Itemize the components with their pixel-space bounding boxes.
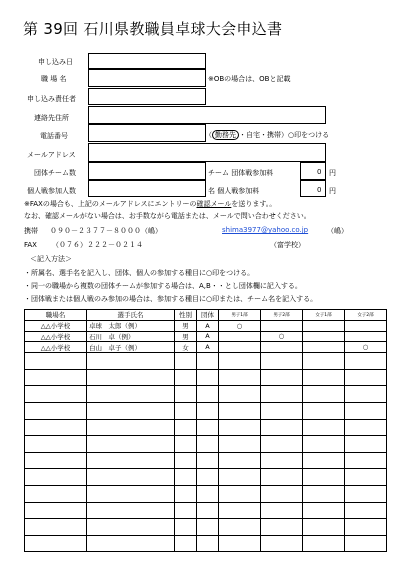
cell-player-name[interactable]: 卓球 太郎（例） xyxy=(87,320,175,331)
cell-women-div1[interactable] xyxy=(303,452,345,469)
cell-men-div1[interactable] xyxy=(219,436,261,453)
cell-player-name[interactable]: 石川 卓（例） xyxy=(87,331,175,342)
cell-men-div2[interactable] xyxy=(261,369,303,386)
cell-school[interactable] xyxy=(25,535,87,552)
fax-note-2: なお、確認メールがない場合は、お手数ながら電話または、メールで問い合わせください。 xyxy=(24,212,311,220)
cell-men-div2[interactable] xyxy=(261,342,303,353)
cell-school[interactable] xyxy=(25,402,87,419)
team-fee-unit: 円 xyxy=(329,169,336,177)
cell-men-div2[interactable] xyxy=(261,502,303,519)
cell-women-div2[interactable] xyxy=(345,502,387,519)
instruction-item: ・同一の職場から複数の団体チームが参加する場合は、A,B・・とし団体欄に記入する。 xyxy=(24,282,302,290)
application-date-field[interactable] xyxy=(88,53,206,69)
table-row-empty xyxy=(25,519,387,536)
cell-men-div2[interactable] xyxy=(261,386,303,403)
individual-fee-value: 0 xyxy=(317,186,322,194)
cell-men-div1[interactable] xyxy=(219,369,261,386)
cell-women-div1[interactable] xyxy=(303,535,345,552)
cell-women-div2[interactable] xyxy=(345,469,387,486)
cell-team[interactable] xyxy=(197,386,219,403)
cell-school[interactable] xyxy=(25,485,87,502)
team-fee-label: チーム 団体戦参加料 xyxy=(208,169,274,177)
cell-school[interactable]: △△小学校 xyxy=(25,342,87,353)
contact-email-link[interactable]: shima3977@yahoo.co.jp xyxy=(222,226,309,234)
cell-player-name[interactable] xyxy=(87,402,175,419)
cell-gender[interactable] xyxy=(175,386,197,403)
col-header-women-div1: 女子1部 xyxy=(303,310,345,321)
cell-player-name[interactable] xyxy=(87,485,175,502)
cell-gender[interactable] xyxy=(175,436,197,453)
table-row-empty xyxy=(25,419,387,436)
cell-team[interactable] xyxy=(197,353,219,370)
cell-team[interactable] xyxy=(197,485,219,502)
cell-team[interactable] xyxy=(197,436,219,453)
table-row-empty xyxy=(25,369,387,386)
table-row-empty xyxy=(25,502,387,519)
cell-men-div1[interactable] xyxy=(219,402,261,419)
fax-note-1: ※FAXの場合も、上記のメールアドレスにエントリーの確認メールを送ります。。 xyxy=(24,200,277,208)
cell-women-div2[interactable] xyxy=(345,419,387,436)
cell-team[interactable] xyxy=(197,452,219,469)
col-header-player-name: 選手氏名 xyxy=(87,310,175,321)
cell-men-div2[interactable] xyxy=(261,535,303,552)
cell-gender[interactable] xyxy=(175,469,197,486)
cell-player-name[interactable] xyxy=(87,502,175,519)
table-row-empty xyxy=(25,485,387,502)
team-count-label: 団体チーム数 xyxy=(34,169,76,177)
cell-women-div1[interactable] xyxy=(303,369,345,386)
cell-men-div2[interactable]: ○ xyxy=(261,331,303,342)
cell-women-div1[interactable] xyxy=(303,519,345,536)
cell-women-div2[interactable] xyxy=(345,353,387,370)
cell-school[interactable] xyxy=(25,353,87,370)
col-header-men-div1: 男子1部 xyxy=(219,310,261,321)
school-note: ※OBの場合は、OBと記載 xyxy=(208,75,291,83)
mobile-label: 携帯 xyxy=(24,227,38,235)
cell-team[interactable] xyxy=(197,419,219,436)
table-row-empty xyxy=(25,535,387,552)
cell-team[interactable]: A xyxy=(197,331,219,342)
cell-women-div1[interactable] xyxy=(303,402,345,419)
table-header-row xyxy=(25,310,387,321)
cell-men-div2[interactable] xyxy=(261,519,303,536)
team-count-field[interactable] xyxy=(88,162,206,180)
cell-women-div1[interactable] xyxy=(303,331,345,342)
phone-label: 電話番号 xyxy=(40,132,68,140)
responsible-label: 申し込み責任者 xyxy=(27,95,76,103)
individual-fee-unit: 円 xyxy=(329,187,336,195)
cell-team[interactable]: A xyxy=(197,342,219,353)
cell-women-div1[interactable] xyxy=(303,485,345,502)
cell-women-div1[interactable] xyxy=(303,502,345,519)
individual-fee-box xyxy=(300,180,326,197)
entry-table xyxy=(24,309,387,552)
cell-men-div2[interactable] xyxy=(261,353,303,370)
cell-gender[interactable] xyxy=(175,419,197,436)
table-row-empty xyxy=(25,436,387,453)
cell-team[interactable] xyxy=(197,519,219,536)
cell-gender[interactable] xyxy=(175,519,197,536)
fax-number: （０７６）２２２－０２１４ xyxy=(52,241,143,249)
cell-women-div2[interactable] xyxy=(345,331,387,342)
cell-men-div1[interactable] xyxy=(219,342,261,353)
cell-player-name[interactable]: 白山 卓子（例） xyxy=(87,342,175,353)
instruction-item: ・団体戦または個人戦のみ参加の場合は、参加する種目に○印または、チーム名を記入する。 xyxy=(24,295,318,303)
cell-men-div2[interactable] xyxy=(261,320,303,331)
cell-women-div2[interactable] xyxy=(345,452,387,469)
cell-men-div1[interactable] xyxy=(219,485,261,502)
cell-men-div2[interactable] xyxy=(261,452,303,469)
cell-women-div2[interactable] xyxy=(345,485,387,502)
cell-women-div1[interactable] xyxy=(303,436,345,453)
cell-gender[interactable] xyxy=(175,502,197,519)
col-header-team: 団体 xyxy=(197,310,219,321)
cell-men-div1[interactable] xyxy=(219,452,261,469)
table-row-empty xyxy=(25,469,387,486)
cell-women-div1[interactable] xyxy=(303,353,345,370)
individual-count-field[interactable] xyxy=(88,180,206,197)
table-row-empty xyxy=(25,452,387,469)
work-phone-circle[interactable]: 勤務先 xyxy=(212,130,239,140)
page-title: 第 39回 石川県教職員卓球大会申込書 xyxy=(23,20,283,38)
team-fee-value: 0 xyxy=(317,168,322,176)
cell-player-name[interactable] xyxy=(87,369,175,386)
individual-count-label: 個人戦参加人数 xyxy=(27,187,76,195)
cell-school[interactable] xyxy=(25,452,87,469)
table-row xyxy=(25,320,387,331)
cell-men-div2[interactable] xyxy=(261,469,303,486)
cell-women-div1[interactable] xyxy=(303,342,345,353)
col-header-school: 職場名 xyxy=(25,310,87,321)
cell-women-div1[interactable] xyxy=(303,419,345,436)
cell-school[interactable] xyxy=(25,502,87,519)
col-header-gender: 性別 xyxy=(175,310,197,321)
cell-men-div1[interactable] xyxy=(219,519,261,536)
cell-men-div2[interactable] xyxy=(261,436,303,453)
cell-school[interactable] xyxy=(25,419,87,436)
individual-fee-label: 名 個人戦参加料 xyxy=(208,187,260,195)
cell-men-div1[interactable] xyxy=(219,469,261,486)
cell-team[interactable] xyxy=(197,535,219,552)
school-field[interactable] xyxy=(88,69,206,87)
table-row-empty xyxy=(25,402,387,419)
cell-player-name[interactable] xyxy=(87,386,175,403)
contact-address-field[interactable] xyxy=(88,106,326,124)
cell-school[interactable] xyxy=(25,469,87,486)
cell-school[interactable]: △△小学校 xyxy=(25,320,87,331)
cell-men-div1[interactable]: ○ xyxy=(219,320,261,331)
table-row-empty xyxy=(25,386,387,403)
cell-men-div1[interactable] xyxy=(219,386,261,403)
cell-women-div1[interactable] xyxy=(303,469,345,486)
email-label: メールアドレス xyxy=(27,151,76,159)
mobile-number: ０９０－２３７７－８０００（嶋） xyxy=(50,227,162,235)
cell-school[interactable] xyxy=(25,436,87,453)
table-row-empty xyxy=(25,353,387,370)
cell-team[interactable] xyxy=(197,469,219,486)
cell-men-div2[interactable] xyxy=(261,419,303,436)
cell-women-div1[interactable] xyxy=(303,320,345,331)
cell-men-div1[interactable] xyxy=(219,353,261,370)
contact-email-suffix: （嶋） xyxy=(327,227,348,235)
cell-gender[interactable]: 女 xyxy=(175,342,197,353)
cell-player-name[interactable] xyxy=(87,469,175,486)
instruction-item: ・所属名、選手名を記入し、団体、個人の参加する種目に○印をつける。 xyxy=(24,269,255,277)
cell-gender[interactable]: 男 xyxy=(175,331,197,342)
cell-gender[interactable] xyxy=(175,402,197,419)
cell-men-div1[interactable] xyxy=(219,502,261,519)
cell-team[interactable] xyxy=(197,402,219,419)
cell-player-name[interactable] xyxy=(87,519,175,536)
cell-gender[interactable] xyxy=(175,535,197,552)
fax-school: （富学校） xyxy=(270,241,305,249)
cell-player-name[interactable] xyxy=(87,436,175,453)
col-header-men-div2: 男子2部 xyxy=(261,310,303,321)
phone-field[interactable] xyxy=(88,124,206,142)
col-header-women-div2: 女子2部 xyxy=(345,310,387,321)
application-date-label: 申し込み日 xyxy=(38,58,73,66)
cell-women-div2[interactable] xyxy=(345,402,387,419)
responsible-field[interactable] xyxy=(88,88,206,105)
cell-gender[interactable] xyxy=(175,369,197,386)
cell-women-div2[interactable] xyxy=(345,320,387,331)
cell-gender[interactable] xyxy=(175,353,197,370)
cell-men-div1[interactable] xyxy=(219,331,261,342)
cell-women-div2[interactable]: ○ xyxy=(345,342,387,353)
cell-gender[interactable] xyxy=(175,485,197,502)
school-label: 職 場 名 xyxy=(41,75,67,83)
cell-school[interactable] xyxy=(25,519,87,536)
cell-women-div1[interactable] xyxy=(303,386,345,403)
cell-women-div2[interactable] xyxy=(345,519,387,536)
cell-player-name[interactable] xyxy=(87,452,175,469)
cell-gender[interactable] xyxy=(175,452,197,469)
cell-women-div2[interactable] xyxy=(345,386,387,403)
cell-team[interactable] xyxy=(197,369,219,386)
cell-player-name[interactable] xyxy=(87,353,175,370)
cell-men-div1[interactable] xyxy=(219,419,261,436)
cell-team[interactable] xyxy=(197,502,219,519)
cell-gender[interactable]: 男 xyxy=(175,320,197,331)
table-row xyxy=(25,331,387,342)
cell-men-div1[interactable] xyxy=(219,535,261,552)
phone-type-note: （ 勤務先 ・自宅・携帯）○印をつける xyxy=(205,131,330,139)
cell-school[interactable]: △△小学校 xyxy=(25,331,87,342)
cell-team[interactable]: A xyxy=(197,320,219,331)
instructions-heading: ＜記入方法＞ xyxy=(30,255,72,263)
cell-men-div2[interactable] xyxy=(261,485,303,502)
cell-men-div2[interactable] xyxy=(261,402,303,419)
cell-school[interactable] xyxy=(25,369,87,386)
team-fee-box xyxy=(300,162,326,180)
cell-player-name[interactable] xyxy=(87,535,175,552)
email-field[interactable] xyxy=(88,143,326,162)
table-row xyxy=(25,342,387,353)
cell-women-div2[interactable] xyxy=(345,535,387,552)
contact-address-label: 連絡先住所 xyxy=(34,114,69,122)
cell-player-name[interactable] xyxy=(87,419,175,436)
cell-women-div2[interactable] xyxy=(345,436,387,453)
cell-women-div2[interactable] xyxy=(345,369,387,386)
cell-school[interactable] xyxy=(25,386,87,403)
fax-label: FAX xyxy=(24,241,37,249)
